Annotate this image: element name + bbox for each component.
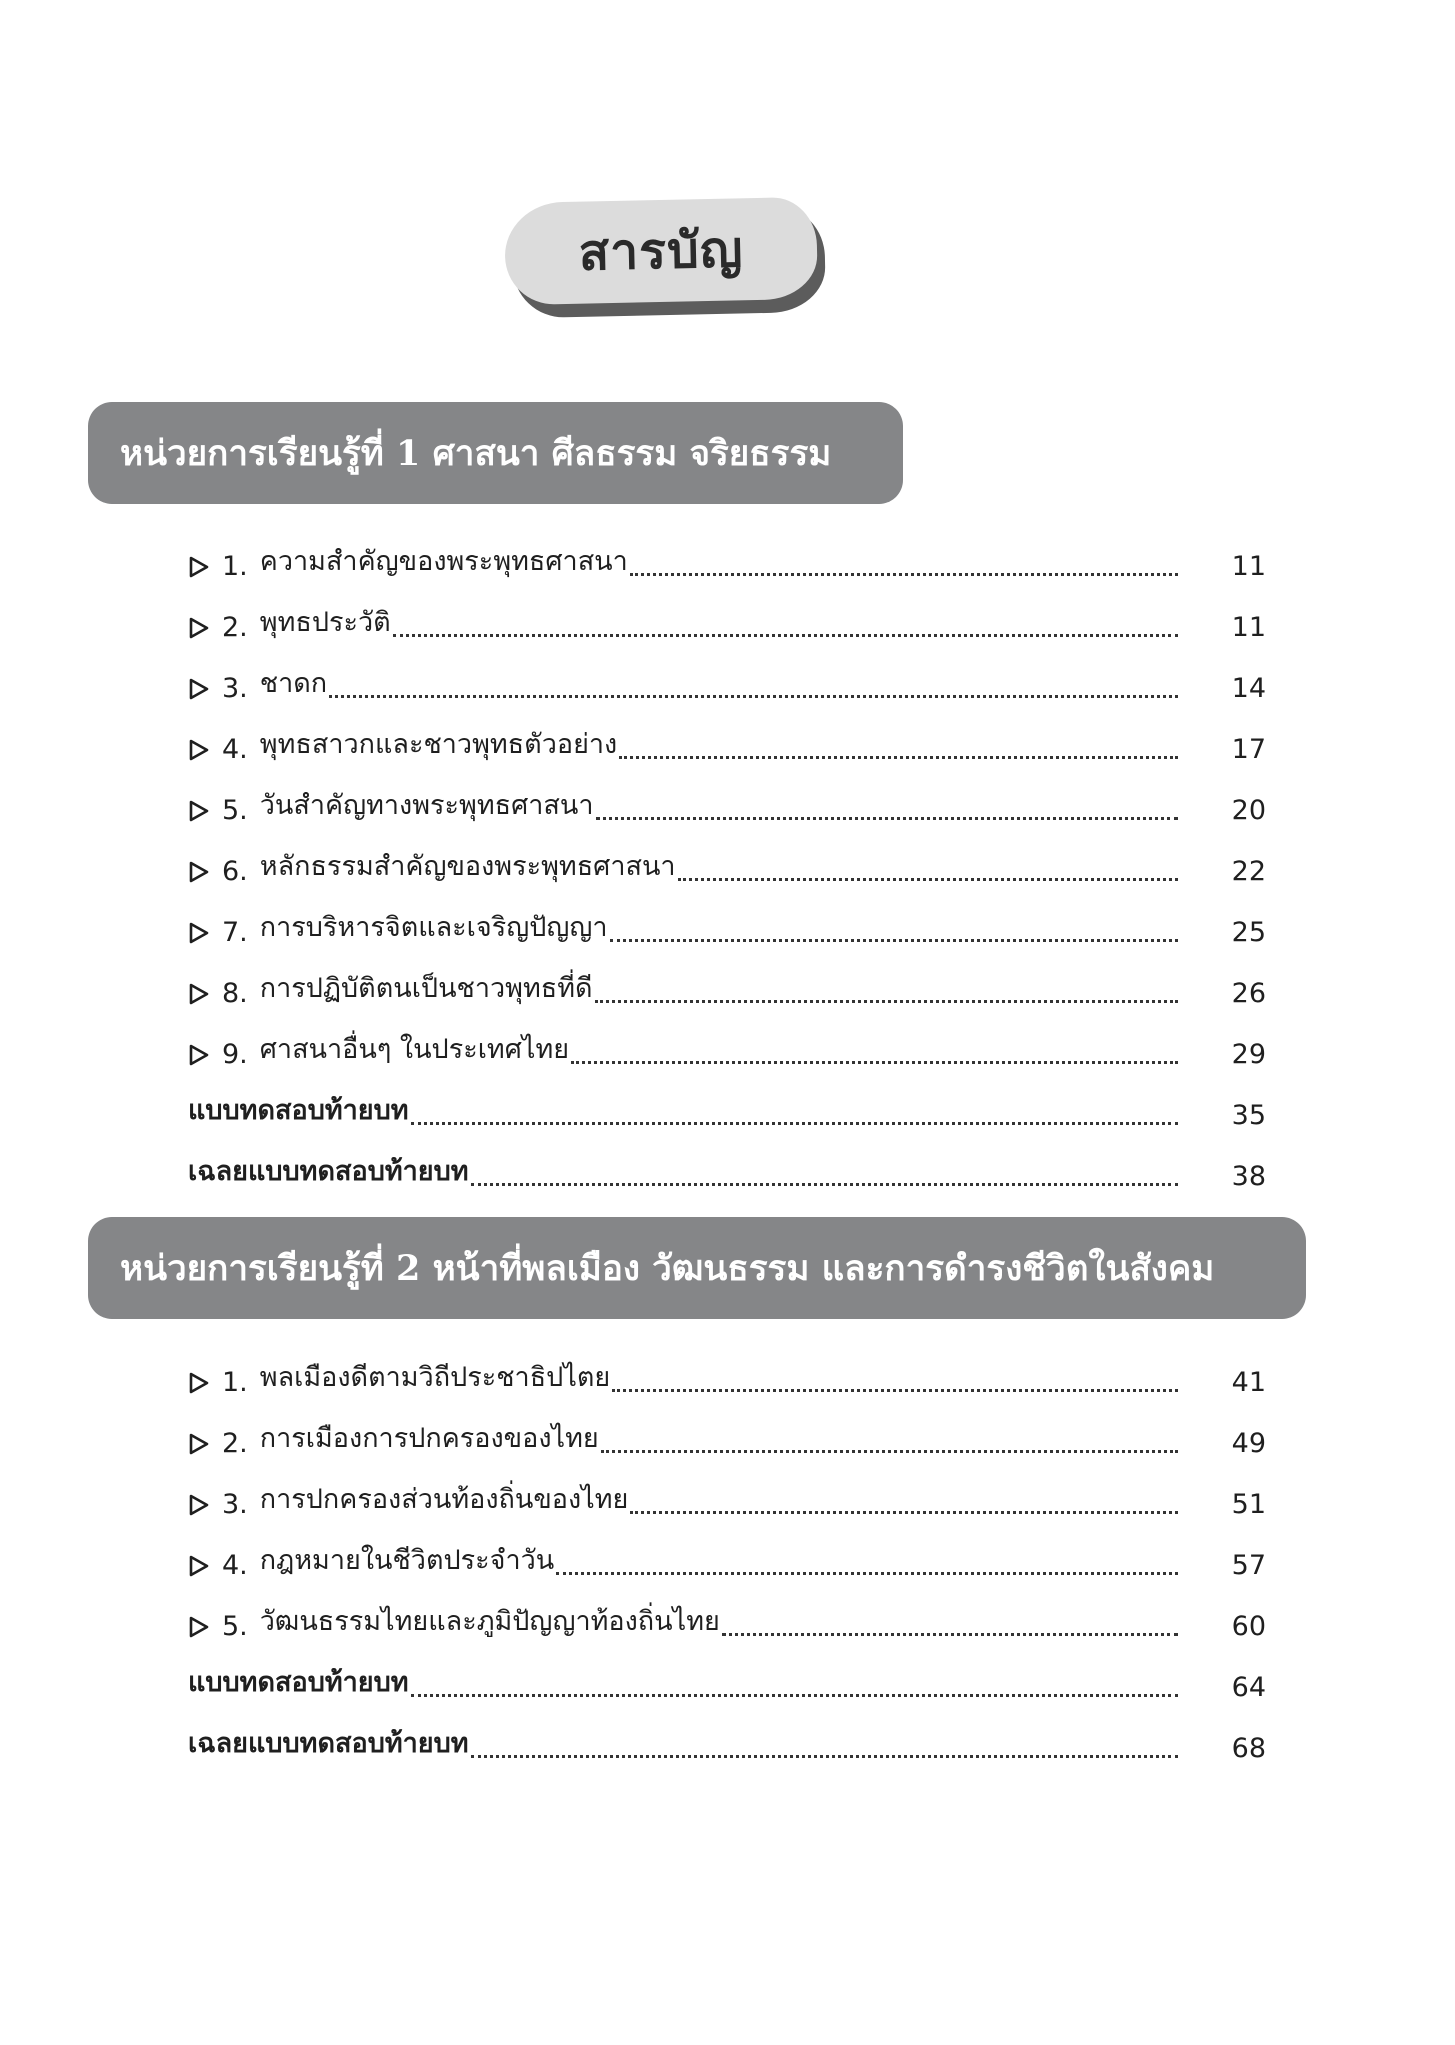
toc-entry-label: เฉลยแบบทดสอบท้ายบท	[188, 1156, 469, 1187]
toc-entry[interactable]	[188, 834, 1268, 895]
toc-entry-number: 2.	[222, 1428, 248, 1459]
play-arrow-icon	[188, 616, 210, 640]
unit-2-toc	[188, 1345, 1268, 1772]
toc-entry-page: 26	[1231, 978, 1266, 1009]
toc-entry-label: การบริหารจิตและเจริญปัญญา	[259, 912, 608, 943]
play-arrow-icon	[188, 1432, 210, 1456]
play-arrow-icon	[188, 677, 210, 701]
toc-entry-label: แบบทดสอบท้ายบท	[188, 1667, 409, 1698]
toc-entry[interactable]	[188, 1589, 1268, 1650]
toc-entry-label: การเมืองการปกครองของไทย	[259, 1423, 599, 1454]
toc-entry-label: เฉลยแบบทดสอบท้ายบท	[188, 1728, 469, 1759]
play-arrow-icon	[188, 982, 210, 1006]
dot-leader	[329, 695, 1178, 698]
toc-entry-page: 20	[1231, 795, 1266, 826]
play-arrow-icon	[188, 1615, 210, 1639]
dot-leader	[471, 1183, 1178, 1186]
toc-entry-label: หลักธรรมสำคัญของพระพุทธศาสนา	[259, 851, 676, 882]
unit-1-banner	[88, 402, 903, 504]
play-arrow-icon	[188, 1554, 210, 1578]
toc-entry[interactable]	[188, 1528, 1268, 1589]
toc-entry-number: 2.	[222, 612, 248, 643]
unit-2-heading: หน่วยการเรียนรู้ที่ 2 หน้าที่พลเมือง วัฒนธรรม และการดำรงชีวิตในสังคม	[120, 1247, 1215, 1289]
toc-entry-number: 6.	[222, 856, 248, 887]
toc-entry[interactable]	[188, 1078, 1268, 1139]
toc-entry-label: พุทธสาวกและชาวพุทธตัวอย่าง	[259, 729, 618, 760]
toc-entry-number: 3.	[222, 1489, 248, 1520]
toc-entry-label: การปฏิบัติตนเป็นชาวพุทธที่ดี	[259, 973, 593, 1004]
toc-entry-number: 5.	[222, 1611, 248, 1642]
toc-entry-page: 60	[1231, 1611, 1266, 1642]
page-title-badge	[505, 200, 825, 315]
toc-entry-label: พลเมืองดีตามวิถีประชาธิปไตย	[259, 1362, 611, 1393]
toc-entry-page: 64	[1231, 1672, 1266, 1703]
toc-entry-number: 5.	[222, 795, 248, 826]
toc-entry-page: 29	[1231, 1039, 1266, 1070]
toc-entry[interactable]	[188, 651, 1268, 712]
dot-leader	[722, 1633, 1178, 1636]
toc-entry[interactable]	[188, 529, 1268, 590]
toc-entry-label: วันสำคัญทางพระพุทธศาสนา	[259, 790, 594, 821]
dot-leader	[610, 939, 1178, 942]
dot-leader	[596, 817, 1178, 820]
toc-entry-page: 11	[1231, 551, 1266, 582]
toc-entry-label: ศาสนาอื่นๆ ในประเทศไทย	[259, 1034, 570, 1065]
dot-leader	[471, 1755, 1178, 1758]
toc-entry-label: พุทธประวัติ	[259, 607, 391, 638]
toc-entry-page: 57	[1231, 1550, 1266, 1581]
toc-entry-label: การปกครองส่วนท้องถิ่นของไทย	[259, 1484, 629, 1515]
unit-1-toc	[188, 529, 1268, 1200]
toc-entry-label: ความสำคัญของพระพุทธศาสนา	[259, 546, 628, 577]
toc-entry-page: 35	[1231, 1100, 1266, 1131]
toc-entry-page: 38	[1231, 1161, 1266, 1192]
dot-leader	[411, 1122, 1178, 1125]
dot-leader	[601, 1450, 1178, 1453]
toc-entry-page: 17	[1231, 734, 1266, 765]
play-arrow-icon	[188, 921, 210, 945]
dot-leader	[678, 878, 1178, 881]
play-arrow-icon	[188, 1043, 210, 1067]
toc-entry-page: 51	[1231, 1489, 1266, 1520]
dot-leader	[630, 1511, 1178, 1514]
toc-entry-number: 1.	[222, 551, 248, 582]
toc-entry-page: 49	[1231, 1428, 1266, 1459]
toc-entry-number: 8.	[222, 978, 248, 1009]
toc-entry-number: 4.	[222, 1550, 248, 1581]
toc-entry[interactable]	[188, 1650, 1268, 1711]
toc-entry-number: 4.	[222, 734, 248, 765]
play-arrow-icon	[188, 1493, 210, 1517]
toc-entry-label: ชาดก	[259, 668, 328, 699]
toc-entry[interactable]	[188, 590, 1268, 651]
toc-entry[interactable]	[188, 1711, 1268, 1772]
toc-entry-label: แบบทดสอบท้ายบท	[188, 1095, 409, 1126]
toc-entry-page: 41	[1231, 1367, 1266, 1398]
toc-entry-page: 68	[1231, 1733, 1266, 1764]
toc-entry[interactable]	[188, 1345, 1268, 1406]
toc-entry[interactable]	[188, 773, 1268, 834]
toc-entry[interactable]	[188, 1467, 1268, 1528]
play-arrow-icon	[188, 738, 210, 762]
dot-leader	[619, 756, 1178, 759]
dot-leader	[612, 1389, 1178, 1392]
toc-entry[interactable]	[188, 712, 1268, 773]
toc-entry-page: 25	[1231, 917, 1266, 948]
toc-entry[interactable]	[188, 1139, 1268, 1200]
toc-entry-label: กฎหมายในชีวิตประจำวัน	[259, 1545, 555, 1576]
dot-leader	[630, 573, 1178, 576]
play-arrow-icon	[188, 799, 210, 823]
toc-entry-page: 11	[1231, 612, 1266, 643]
toc-entry-number: 9.	[222, 1039, 248, 1070]
toc-entry-page: 14	[1231, 673, 1266, 704]
toc-entry-number: 1.	[222, 1367, 248, 1398]
toc-entry[interactable]	[188, 956, 1268, 1017]
dot-leader	[556, 1572, 1178, 1575]
toc-entry-number: 7.	[222, 917, 248, 948]
dot-leader	[571, 1061, 1178, 1064]
toc-entry[interactable]	[188, 1406, 1268, 1467]
page-title: สารบัญ	[577, 219, 744, 282]
play-arrow-icon	[188, 860, 210, 884]
unit-1-heading: หน่วยการเรียนรู้ที่ 1 ศาสนา ศีลธรรม จริยธรรม	[120, 432, 832, 474]
toc-entry-page: 22	[1231, 856, 1266, 887]
toc-entry[interactable]	[188, 1017, 1268, 1078]
title-badge	[504, 197, 818, 306]
play-arrow-icon	[188, 1371, 210, 1395]
dot-leader	[393, 634, 1178, 637]
toc-entry-number: 3.	[222, 673, 248, 704]
toc-entry-label: วัฒนธรรมไทยและภูมิปัญญาท้องถิ่นไทย	[259, 1606, 720, 1637]
dot-leader	[411, 1694, 1178, 1697]
dot-leader	[595, 1000, 1178, 1003]
play-arrow-icon	[188, 555, 210, 579]
toc-entry[interactable]	[188, 895, 1268, 956]
unit-2-banner	[88, 1217, 1306, 1319]
